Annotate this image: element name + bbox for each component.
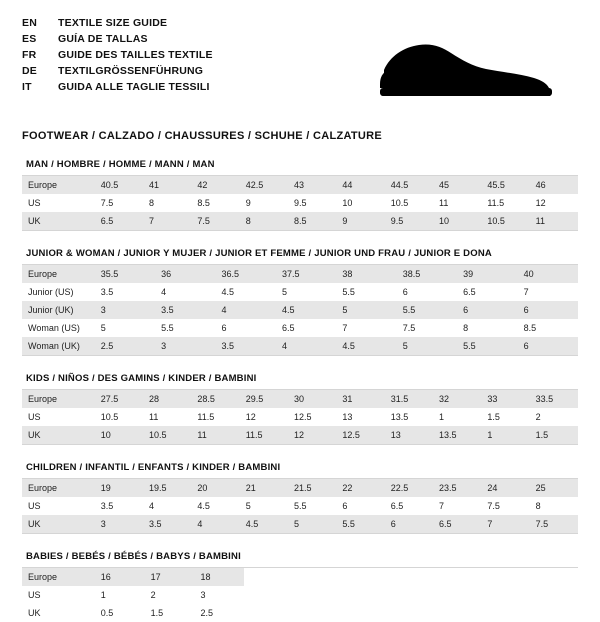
- language-title: GUIDE DES TAILLES TEXTILE: [58, 49, 213, 61]
- cell: 13: [385, 426, 433, 444]
- cell: 6.5: [457, 283, 517, 301]
- table-row: [22, 479, 578, 497]
- table-row: [22, 337, 578, 355]
- row-label: Junior (US): [22, 283, 95, 301]
- cell: 5: [240, 497, 288, 515]
- row-label: Europe: [22, 479, 95, 497]
- cell: 39: [457, 265, 517, 283]
- cell: 11.5: [240, 426, 288, 444]
- table-row: [22, 283, 578, 301]
- cell: 10: [433, 212, 481, 230]
- cell: 7.5: [397, 319, 457, 337]
- cell: 4.5: [276, 301, 336, 319]
- cell: 3: [95, 515, 143, 533]
- cell: 13: [336, 408, 384, 426]
- cell: 5: [336, 301, 396, 319]
- cell: 3.5: [95, 283, 155, 301]
- group-man: [22, 159, 578, 231]
- table-row: [22, 194, 578, 212]
- size-table-junior-woman: [22, 265, 578, 355]
- cell: 2: [530, 408, 578, 426]
- cell: 3: [155, 337, 215, 355]
- cell: 32: [433, 390, 481, 408]
- cell: 3: [194, 586, 244, 604]
- cell: 3.5: [216, 337, 276, 355]
- cell: 6: [385, 515, 433, 533]
- table-row: [22, 319, 578, 337]
- group-junior-woman: [22, 248, 578, 356]
- cell: 10.5: [143, 426, 191, 444]
- cell: 13.5: [433, 426, 481, 444]
- cell: 3.5: [155, 301, 215, 319]
- language-code: FR: [22, 49, 37, 61]
- cell: 7: [336, 319, 396, 337]
- cell: 5.5: [457, 337, 517, 355]
- cell: 38: [336, 265, 396, 283]
- cell: 0.5: [95, 604, 145, 622]
- cell: 1: [481, 426, 529, 444]
- table-row: [22, 301, 578, 319]
- cell: 5: [276, 283, 336, 301]
- cell: 38.5: [397, 265, 457, 283]
- row-label: UK: [22, 426, 95, 444]
- cell: 5: [397, 337, 457, 355]
- cell: 4: [216, 301, 276, 319]
- row-label: US: [22, 408, 95, 426]
- row-label: Europe: [22, 176, 95, 194]
- cell: 5: [288, 515, 336, 533]
- cell: 22: [336, 479, 384, 497]
- cell: 25: [530, 479, 578, 497]
- cell: 28.5: [191, 390, 239, 408]
- cell: 21.5: [288, 479, 336, 497]
- cell: 24: [481, 479, 529, 497]
- cell: 16: [95, 568, 145, 586]
- cell: 35.5: [95, 265, 155, 283]
- table-row: [22, 390, 578, 408]
- cell: 8.5: [518, 319, 578, 337]
- table-row: [22, 176, 578, 194]
- cell: 5.5: [288, 497, 336, 515]
- cell: 12: [530, 194, 578, 212]
- cell: 33.5: [530, 390, 578, 408]
- language-row: [22, 80, 213, 95]
- cell: 6: [457, 301, 517, 319]
- cell: 11: [433, 194, 481, 212]
- language-code: DE: [22, 65, 37, 77]
- language-row: [22, 48, 213, 63]
- cell: 29.5: [240, 390, 288, 408]
- cell: 12.5: [336, 426, 384, 444]
- cell: 7: [433, 497, 481, 515]
- cell: 37.5: [276, 265, 336, 283]
- size-table-man: [22, 176, 578, 230]
- row-label: Woman (UK): [22, 337, 95, 355]
- cell: 8: [457, 319, 517, 337]
- cell: 19: [95, 479, 143, 497]
- cell: 2.5: [194, 604, 244, 622]
- cell: 43: [288, 176, 336, 194]
- cell: 6: [216, 319, 276, 337]
- language-title-list: [22, 14, 213, 95]
- row-label: Woman (US): [22, 319, 95, 337]
- cell: 9: [240, 194, 288, 212]
- dress-shoe-icon: [370, 26, 560, 104]
- size-table-kids: [22, 390, 578, 444]
- language-code: IT: [22, 81, 32, 93]
- row-label: Europe: [22, 390, 95, 408]
- cell: 44: [336, 176, 384, 194]
- cell: 7: [481, 515, 529, 533]
- row-label: US: [22, 497, 95, 515]
- cell: 21: [240, 479, 288, 497]
- cell: 40: [518, 265, 578, 283]
- cell: 2.5: [95, 337, 155, 355]
- group-babies: [22, 551, 578, 622]
- language-title: TEXTILGRÖSSENFÜHRUNG: [58, 65, 204, 77]
- cell: 13.5: [385, 408, 433, 426]
- cell: 6: [518, 301, 578, 319]
- language-title: TEXTILE SIZE GUIDE: [58, 17, 168, 29]
- cell: 10.5: [385, 194, 433, 212]
- cell: 7.5: [530, 515, 578, 533]
- size-table-babies: [22, 568, 244, 622]
- cell: 1: [95, 586, 145, 604]
- cell: 6.5: [433, 515, 481, 533]
- row-label: Junior (UK): [22, 301, 95, 319]
- cell: 6.5: [276, 319, 336, 337]
- language-row: [22, 16, 213, 31]
- cell: 7.5: [95, 194, 143, 212]
- row-label: UK: [22, 604, 95, 622]
- cell: 4.5: [336, 337, 396, 355]
- cell: 11.5: [481, 194, 529, 212]
- table-row: [22, 426, 578, 444]
- group-heading: CHILDREN / INFANTIL / ENFANTS / KINDER / BAMBINI: [22, 462, 578, 479]
- cell: 11.5: [191, 408, 239, 426]
- table-row: [22, 586, 244, 604]
- group-heading: JUNIOR & WOMAN / JUNIOR Y MUJER / JUNIOR ET FEMME / JUNIOR UND FRAU / JUNIOR E DONA: [22, 248, 578, 265]
- cell: 11: [191, 426, 239, 444]
- cell: 3: [95, 301, 155, 319]
- cell: 19.5: [143, 479, 191, 497]
- cell: 5: [95, 319, 155, 337]
- row-label: UK: [22, 515, 95, 533]
- page-title: FOOTWEAR / CALZADO / CHAUSSURES / SCHUHE / CALZATURE: [22, 130, 383, 142]
- row-label: US: [22, 586, 95, 604]
- row-label: US: [22, 194, 95, 212]
- cell: 7: [143, 212, 191, 230]
- cell: 18: [194, 568, 244, 586]
- cell: 22.5: [385, 479, 433, 497]
- cell: 40.5: [95, 176, 143, 194]
- cell: 3.5: [143, 515, 191, 533]
- cell: 17: [145, 568, 195, 586]
- cell: 5.5: [336, 515, 384, 533]
- language-row: [22, 64, 213, 79]
- group-kids: [22, 373, 578, 445]
- cell: 10.5: [481, 212, 529, 230]
- table-row: [22, 515, 578, 533]
- cell: 4.5: [191, 497, 239, 515]
- table-row: [22, 212, 578, 230]
- size-table-children: [22, 479, 578, 533]
- language-code: ES: [22, 33, 37, 45]
- cell: 7.5: [191, 212, 239, 230]
- cell: 6: [336, 497, 384, 515]
- cell: 31.5: [385, 390, 433, 408]
- cell: 4: [191, 515, 239, 533]
- group-children: [22, 462, 578, 534]
- cell: 9.5: [288, 194, 336, 212]
- table-row: [22, 408, 578, 426]
- cell: 23.5: [433, 479, 481, 497]
- cell: 5.5: [155, 319, 215, 337]
- table-row: [22, 265, 578, 283]
- cell: 6.5: [385, 497, 433, 515]
- cell: 11: [530, 212, 578, 230]
- cell: 1.5: [481, 408, 529, 426]
- cell: 8.5: [191, 194, 239, 212]
- language-code: EN: [22, 17, 37, 29]
- cell: 31: [336, 390, 384, 408]
- cell: 20: [191, 479, 239, 497]
- cell: 9.5: [385, 212, 433, 230]
- row-label: Europe: [22, 568, 95, 586]
- cell: 1.5: [530, 426, 578, 444]
- cell: 5.5: [397, 301, 457, 319]
- cell: 4.5: [240, 515, 288, 533]
- cell: 12.5: [288, 408, 336, 426]
- cell: 42: [191, 176, 239, 194]
- cell: 1.5: [145, 604, 195, 622]
- cell: 30: [288, 390, 336, 408]
- cell: 27.5: [95, 390, 143, 408]
- cell: 10.5: [95, 408, 143, 426]
- document-header: [22, 14, 578, 122]
- cell: 8: [530, 497, 578, 515]
- cell: 10: [336, 194, 384, 212]
- cell: 6: [397, 283, 457, 301]
- cell: 9: [336, 212, 384, 230]
- cell: 12: [288, 426, 336, 444]
- cell: 8.5: [288, 212, 336, 230]
- cell: 7.5: [481, 497, 529, 515]
- language-row: [22, 32, 213, 47]
- cell: 45: [433, 176, 481, 194]
- cell: 4: [143, 497, 191, 515]
- group-heading: KIDS / NIÑOS / DES GAMINS / KINDER / BAMBINI: [22, 373, 578, 390]
- cell: 41: [143, 176, 191, 194]
- table-row: [22, 568, 244, 586]
- row-label: UK: [22, 212, 95, 230]
- cell: 45.5: [481, 176, 529, 194]
- cell: 5.5: [336, 283, 396, 301]
- row-label: Europe: [22, 265, 95, 283]
- cell: 4.5: [216, 283, 276, 301]
- language-title: GUIDA ALLE TAGLIE TESSILI: [58, 81, 210, 93]
- cell: 12: [240, 408, 288, 426]
- table-row: [22, 497, 578, 515]
- group-heading: BABIES / BEBÉS / BÉBÉS / BABYS / BAMBINI: [22, 551, 578, 568]
- table-row: [22, 604, 244, 622]
- cell: 46: [530, 176, 578, 194]
- cell: 7: [518, 283, 578, 301]
- cell: 8: [143, 194, 191, 212]
- cell: 28: [143, 390, 191, 408]
- cell: 36: [155, 265, 215, 283]
- cell: 2: [145, 586, 195, 604]
- cell: 33: [481, 390, 529, 408]
- language-title: GUÍA DE TALLAS: [58, 33, 148, 45]
- cell: 4: [276, 337, 336, 355]
- cell: 6: [518, 337, 578, 355]
- cell: 10: [95, 426, 143, 444]
- group-heading: MAN / HOMBRE / HOMME / MANN / MAN: [22, 159, 578, 176]
- cell: 3.5: [95, 497, 143, 515]
- cell: 8: [240, 212, 288, 230]
- cell: 11: [143, 408, 191, 426]
- cell: 6.5: [95, 212, 143, 230]
- cell: 1: [433, 408, 481, 426]
- cell: 42.5: [240, 176, 288, 194]
- cell: 36.5: [216, 265, 276, 283]
- cell: 4: [155, 283, 215, 301]
- cell: 44.5: [385, 176, 433, 194]
